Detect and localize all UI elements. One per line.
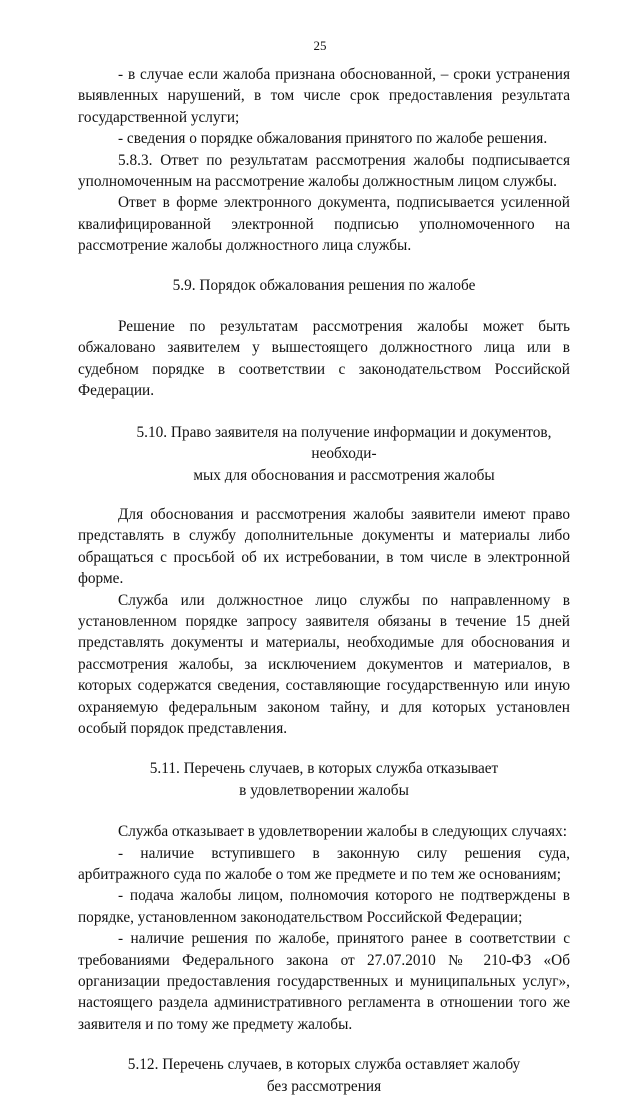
page-number: 25 — [313, 38, 327, 53]
paragraph-refusal-intro: Служба отказывает в удовлетворении жалобы в следующих случаях: — [118, 823, 567, 841]
paragraph-appeal-info-item: - сведения о порядке обжалования принятого по жалобе решения. — [118, 130, 548, 148]
paragraph-service-obligation: Служба или должностное лицо службы по направленному в установленном порядке запросу заявителя обязаны в течение 15 дней представлять документы и материалы, необходимые для обоснования и рассмотрения жалобы, за исключением документов и материалов, в которых содержатся сведения, составляющие государственную или иную охраняемую федеральным законом тайну, и для которых установлен особый порядок представления. — [78, 591, 570, 737]
heading-5-10-line-2: мых для обоснования и рассмотрения жалобы — [193, 466, 495, 484]
paragraph-justification-rights: Для обоснования и рассмотрения жалобы заявители имеют право представлять в службу дополнительные документы и материалы либо обращаться с просьбой об их истребовании, в том числе в электронной форме. — [78, 505, 570, 588]
heading-5-11 — [78, 758, 570, 801]
heading-5-10 — [78, 422, 570, 486]
document-body — [78, 64, 570, 1097]
paragraph-5-8-3: 5.8.3. Ответ по результатам рассмотрения жалобы подписывается уполномоченным на рассмотрение жалобы должностным лицом службы. — [78, 151, 570, 191]
heading-5-10-line-1: 5.10. Право заявителя на получение информации и документов, необходи- — [136, 423, 552, 463]
heading-5-9: 5.9. Порядок обжалования решения по жалобе — [172, 276, 476, 294]
paragraph-appeal-decision: Решение по результатам рассмотрения жалобы может быть обжаловано заявителем у вышестоящего должностного лица или в судебном порядке в соответствии с законодательством Российской Федерации. — [78, 318, 570, 400]
heading-5-12-line-2: без рассмотрения — [266, 1077, 382, 1095]
paragraph-refusal-court-decision: - наличие вступившего в законную силу решения суда, арбитражного суда по жалобе о том же предмете и по тем же основаниям; — [78, 844, 570, 883]
paragraph-refusal-authority: - подача жалобы лицом, полномочия которого не подтверждены в порядке, установленном законодательством Российской Федерации; — [78, 887, 570, 926]
heading-5-12 — [78, 1054, 570, 1097]
heading-5-11-line-1: 5.11. Перечень случаев, в которых служба отказывает — [149, 760, 499, 778]
paragraph-electronic-response: Ответ в форме электронного документа, подписывается усиленной квалифицированной электронной подписью уполномоченного на рассмотрение жалобы должностного лица службы. — [78, 194, 570, 255]
paragraph-refusal-prior-decision: - наличие решения по жалобе, принятого ранее в соответствии с требованиями Федерального закона от 27.07.2010 № 210-ФЗ «Об организации предоставления государственных и муниципальных услуг», настоящего раздела административного регламента в отношении того же заявителя и по тому же предмету жалобы. — [78, 930, 570, 1033]
heading-5-11-line-2: в удовлетворении жалобы — [239, 781, 409, 799]
paragraph-deadline-item: - в случае если жалоба признана обоснованной, – сроки устранения выявленных нарушений, в том числе срок предоставления результата государственной услуги; — [78, 66, 570, 126]
heading-5-12-line-1: 5.12. Перечень случаев, в которых служба оставляет жалобу — [127, 1056, 521, 1074]
